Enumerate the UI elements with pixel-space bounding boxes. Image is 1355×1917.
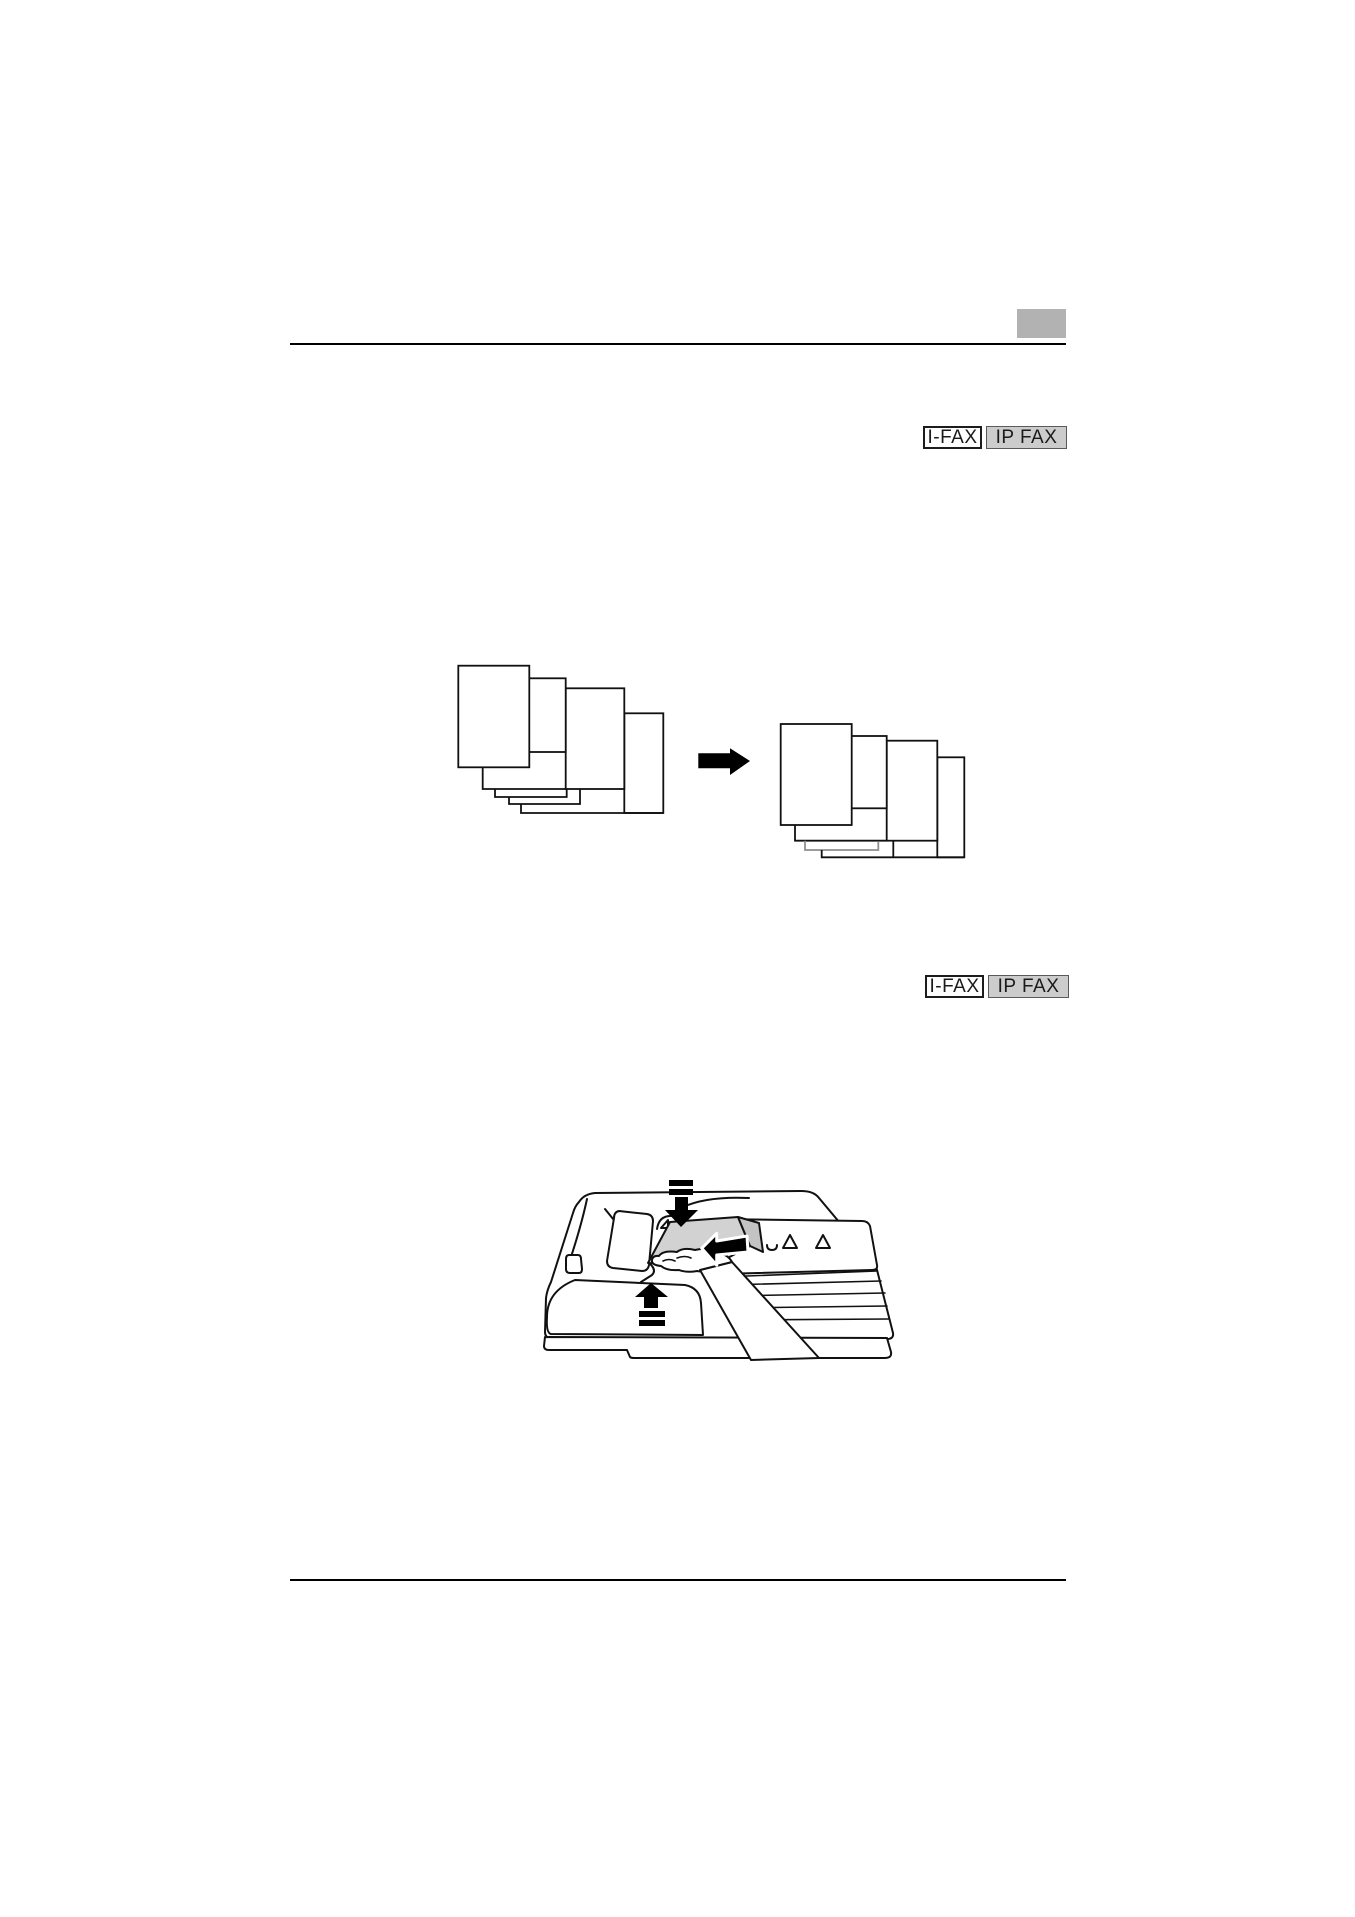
ifax-badge: I-FAX <box>923 426 982 449</box>
adf-guide-adjustment-illustration <box>535 1165 905 1365</box>
left-original-stack <box>458 666 663 813</box>
roller-cover <box>607 1211 653 1271</box>
bottom-rule <box>290 1579 1066 1581</box>
machine-base <box>544 1337 891 1358</box>
ipfax-badge: IP FAX <box>988 975 1069 998</box>
front-panel <box>547 1280 703 1335</box>
mixed-originals-diagram <box>440 650 980 870</box>
side-slot <box>566 1255 582 1273</box>
fax-type-badges-top <box>923 426 1067 449</box>
top-rule <box>290 343 1066 345</box>
arrow-right-icon <box>698 748 750 775</box>
ifax-badge: I-FAX <box>925 975 984 998</box>
ipfax-badge: IP FAX <box>986 426 1067 449</box>
fax-type-badges-middle <box>925 975 1069 998</box>
right-original-stack <box>781 724 965 857</box>
page-corner-tab <box>1017 309 1066 338</box>
